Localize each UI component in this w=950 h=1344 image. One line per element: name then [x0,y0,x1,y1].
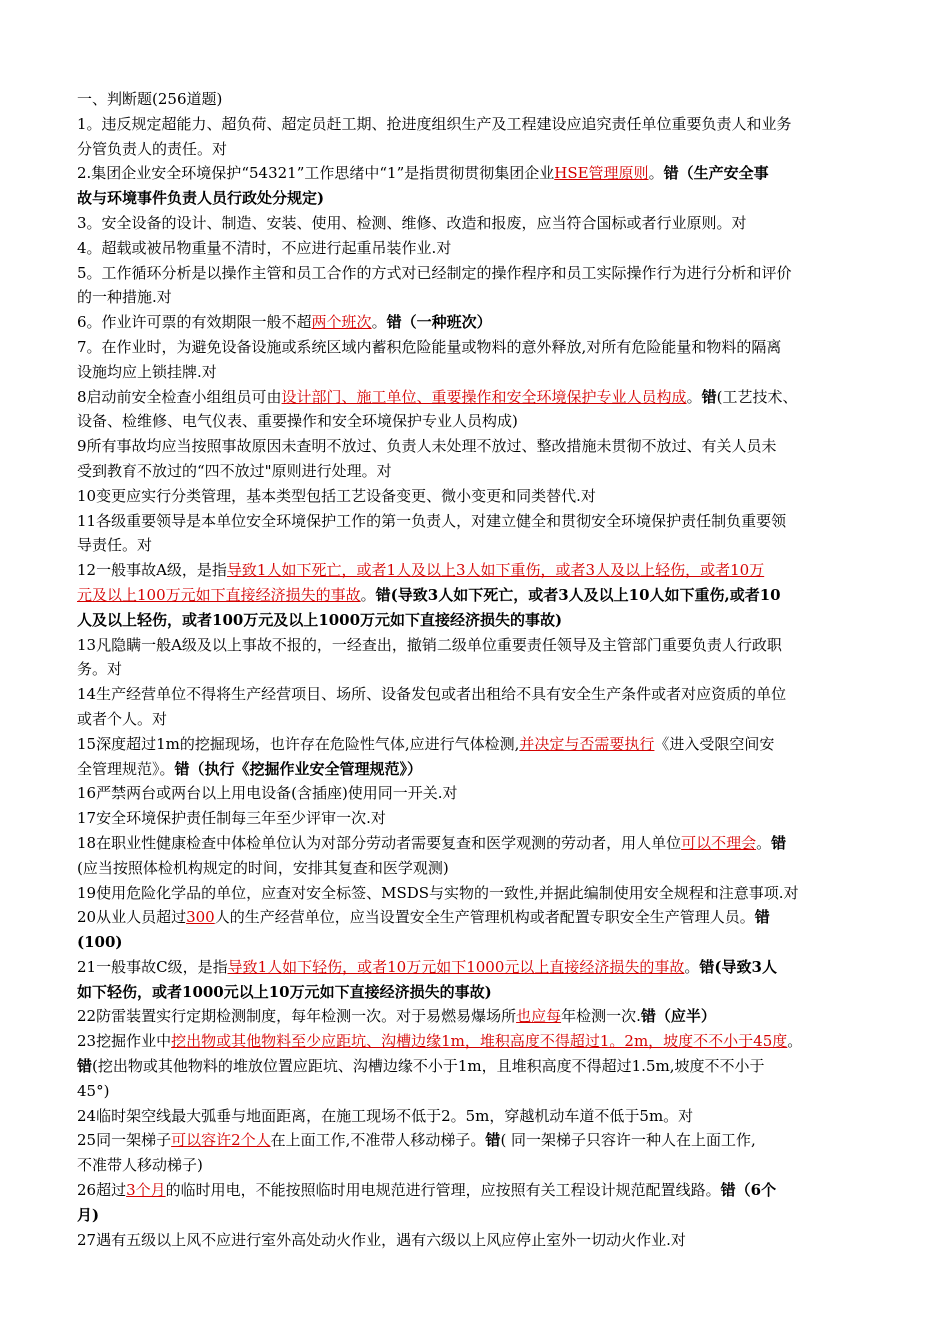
text-line [77,583,877,608]
text-line [77,211,877,236]
line-text: 11各级重要领导是本单位安全环境保护工作的第一负责人，对建立健全和贯彻安全环境保护责任制负重要领 [77,511,787,530]
answer-text: 故与环境事件负责人员行政处分规定) [77,189,325,208]
text-line [77,1079,877,1104]
text-line [77,1153,877,1178]
answer-text: 错 [77,1057,93,1076]
highlighted-error-text: 3个月 [126,1181,166,1200]
answer-text: 错 [754,908,770,927]
text-line [77,434,877,459]
line-text: 24临时架空线最大弧垂与地面距离，在施工现场不低于2。5m，穿越机动车道不低于5m。对 [77,1106,694,1125]
text-line [77,484,877,509]
line-text: 2.集团企业安全环境保护“54321”工作思绪中“1”是指贯彻贯彻集团企业 [77,164,555,183]
text-line [77,732,877,757]
question-list [77,87,877,1252]
answer-text: (100) [77,933,123,952]
line-text: 20从业人员超过 [77,908,187,927]
answer-text: 错（应半） [640,1007,716,1026]
answer-text: 错(导致3人 [699,957,777,976]
line-text: 3。安全设备的设计、制造、安装、使用、检测、维修、改造和报废，应当符合国标或者行业原则。对 [77,213,747,232]
text-line [77,186,877,211]
highlighted-error-text: 可以容许2个人 [171,1131,271,1150]
highlighted-error-text: 导致1人如下死亡，或者1人及以上3人如下重伤，或者3人及以上轻伤，或者10万 [226,561,765,580]
text-line [77,707,877,732]
answer-text: 月) [77,1205,100,1224]
text-line [77,1029,877,1054]
text-line [77,905,877,930]
text-line [77,1004,877,1029]
text-line [77,1128,877,1153]
text-line [77,1228,877,1253]
answer-text: 人及以上轻伤，或者100万元及以上1000万元如下直接经济损失的事故) [77,610,563,629]
text-line [77,360,877,385]
line-text: 16严禁两台或两台以上用电设备(含插座)使用同一开关.对 [77,784,458,803]
answer-text: 错（生产安全事 [663,164,769,183]
highlighted-error-text: HSE管理原则 [554,164,649,183]
line-text: 全管理规范》。 [77,759,175,778]
text-line [77,856,877,881]
text-line [77,310,877,335]
line-text: 5。工作循环分析是以操作主管和员工合作的方式对已经制定的操作程序和员工实际操作行为进行分析和评价 [77,263,792,282]
line-text: (应当按照体检机构规定的时间，安排其复查和医学观测) [77,858,449,877]
answer-text: 错（6个 [720,1181,777,1200]
line-text: 19使用危险化学品的单位，应查对安全标签、MSDS与实物的一致性,并据此编制使用安全规程和注意事项.对 [77,883,799,902]
line-text: 在上面工作,不准带人移动梯子。 [270,1131,486,1150]
answer-text: 错（执行《挖掘作业安全管理规范》） [174,759,423,778]
highlighted-error-text: 并决定与否需要执行 [519,734,655,753]
highlighted-error-text: 可以不理会 [681,833,757,852]
text-line [77,137,877,162]
answer-text: 错 [485,1131,501,1150]
text-line [77,955,877,980]
line-text: 年检测一次. [561,1007,641,1026]
line-text: 15深度超过1m的挖掘现场，也许存在危险性气体,应进行气体检测, [77,734,520,753]
line-text: 17安全环境保护责任制每三年至少评审一次.对 [77,809,386,828]
line-text: 12一般事故A级，是指 [77,561,227,580]
line-text: 。 [756,833,772,852]
text-line [77,682,877,707]
line-text: 不准带人移动梯子) [77,1156,203,1175]
text-line [77,881,877,906]
line-text: 14生产经营单位不得将生产经营项目、场所、设备发包或者出租给不具有安全生产条件或者对应资质的单位 [77,685,787,704]
line-text: 25同一架梯子 [77,1131,172,1150]
text-line [77,757,877,782]
line-text: 7。在作业时，为避免设备设施或系统区域内蓄积危险能量或物料的意外释放,对所有危险能量和物料的隔离 [77,337,782,356]
text-line [77,1178,877,1203]
line-text: 受到教育不放过的“四不放过"原则进行处理。对 [77,461,392,480]
line-text: 人的生产经营单位，应当设置安全生产管理机构或者配置专职安全生产管理人员。 [214,908,755,927]
line-text: 。 [648,164,664,183]
text-line [77,608,877,633]
text-line [77,112,877,137]
text-line [77,1104,877,1129]
line-text: 23挖掘作业中 [77,1032,172,1051]
line-text: 。 [360,585,376,604]
line-text: 的临时用电，不能按照临时用电规范进行管理，应按照有关工程设计规范配置线路。 [165,1181,721,1200]
line-text: 务。对 [77,660,123,679]
text-line [77,1203,877,1228]
answer-text: 错（一种班次） [386,313,492,332]
text-line [77,633,877,658]
text-line [77,930,877,955]
line-text: 27遇有五级以上风不应进行室外高处动火作业，遇有六级以上风应停止室外一切动火作业.对 [77,1230,686,1249]
line-text: 10变更应实行分类管理，基本类型包括工艺设备变更、微小变更和同类替代.对 [77,486,596,505]
line-text: 4。超载或被吊物重量不清时，不应进行起重吊装作业.对 [77,238,452,257]
line-text: 9所有事故均应当按照事故原因未查明不放过、负责人未处理不放过、整改措施未贯彻不放过、有关人员未 [77,437,777,456]
highlighted-error-text: 元及以上100万元如下直接经济损失的事故 [77,585,361,604]
line-text: 一、判断题(256道题) [77,90,223,108]
highlighted-error-text: 导致1人如下轻伤，或者10万元如下1000元以上直接经济损失的事故 [227,957,685,976]
line-text: 的一种措施.对 [77,288,172,307]
line-text: (工艺技术、 [716,387,798,406]
text-line [77,161,877,186]
line-text: 设备、检维修、电气仪表、重要操作和安全环境保护专业人员构成) [77,412,518,431]
line-text: 1。违反规定超能力、超负荷、超定员赶工期、抢进度组织生产及工程建设应追究责任单位重要负责人和业务 [77,114,792,133]
answer-text: 错(导致3人如下死亡，或者3人及以上10人如下重伤,或者10 [375,585,781,604]
text-line [77,533,877,558]
line-text: 13凡隐瞒一般A级及以上事故不报的，一经查出，撤销二级单位重要责任领导及主管部门重要负责人行政职 [77,635,782,654]
text-line [77,657,877,682]
text-line [77,236,877,261]
highlighted-error-text: 300 [186,908,215,927]
highlighted-error-text: 两个班次 [311,313,372,332]
text-line [77,509,877,534]
line-text: ( 同一架梯子只容许一种人在上面工作, [500,1131,756,1150]
line-text: 45°) [77,1081,110,1100]
line-text: 22防雷装置实行定期检测制度，每年检测一次。对于易燃易爆场所 [77,1007,517,1026]
text-line [77,831,877,856]
text-line [77,980,877,1005]
line-text: 26超过 [77,1181,127,1200]
line-text: 。 [787,1032,803,1051]
line-text: 21一般事故C级，是指 [77,957,228,976]
text-line [77,558,877,583]
line-text: 。 [684,957,700,976]
text-line [77,87,877,112]
line-text: 分管负责人的责任。对 [77,139,228,158]
line-text: 导责任。对 [77,536,153,555]
highlighted-error-text: 设计部门、施工单位、重要操作和安全环境保护专业人员构成 [281,387,687,406]
text-line [77,806,877,831]
highlighted-error-text: 挖出物或其他物料至少应距坑、沟槽边缘1m，堆积高度不得超过1。2m，坡度不不小于45度 [171,1032,788,1051]
text-line [77,335,877,360]
answer-text: 如下轻伤，或者1000元以上10万元如下直接经济损失的事故) [77,982,492,1001]
text-line [77,285,877,310]
text-line [77,459,877,484]
line-text: 18在职业性健康检查中体检单位认为对部分劳动者需要复查和医学观测的劳动者，用人单位 [77,833,682,852]
text-line [77,385,877,410]
text-line [77,1054,877,1079]
line-text: 设施均应上锁挂牌.对 [77,362,217,381]
text-line [77,781,877,806]
text-line [77,409,877,434]
text-line [77,261,877,286]
answer-text: 错 [701,387,717,406]
line-text: 《进入受限空间安 [654,734,775,753]
line-text: 。 [686,387,702,406]
line-text: 或者个人。对 [77,709,168,728]
line-text: (挖出物或其他物料的堆放位置应距坑、沟槽边缘不小于1m，且堆积高度不得超过1.5m,坡度不不小于 [92,1057,765,1076]
line-text: 8启动前安全检查小组组员可由 [77,387,282,406]
highlighted-error-text: 也应每 [516,1007,562,1026]
answer-text: 错 [771,833,787,852]
line-text: 6。作业许可票的有效期限一般不超 [77,313,312,332]
line-text: 。 [371,313,387,332]
